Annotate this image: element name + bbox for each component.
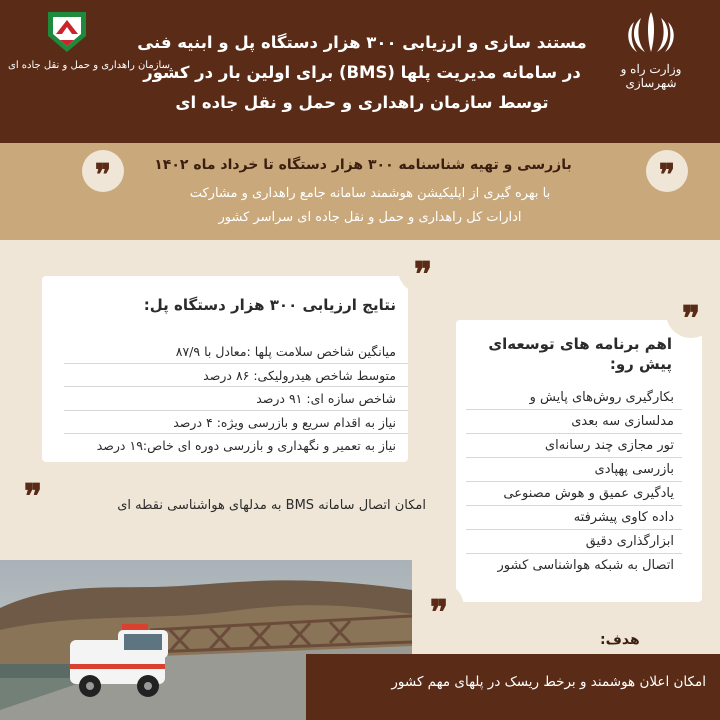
goal-label: هدف: xyxy=(600,632,640,648)
quote-program-icon: ❞ xyxy=(666,288,716,338)
ministry-logo xyxy=(596,8,706,88)
list-item: بازرسی پهپادی xyxy=(466,458,682,482)
program-title-line: پیش رو: xyxy=(609,355,672,373)
list-item: یادگیری عمیق و هوش مصنوعی xyxy=(466,482,682,506)
program-title xyxy=(488,334,672,374)
list-item: میانگین شاخص سلامت پلها :معادل با ۸۷/۹ xyxy=(64,340,408,364)
quote-left-icon: ❞ xyxy=(82,150,124,192)
program-card xyxy=(456,320,702,602)
ministry-label: وزارت راه و شهرسازی xyxy=(620,62,682,90)
rmto-emblem-icon xyxy=(44,6,90,56)
list-item: داده کاوی پیشرفته xyxy=(466,506,682,530)
quote-results-icon: ❞ xyxy=(398,244,448,294)
list-item: نیاز به اقدام سریع و بازرسی ویژه: ۴ درصد xyxy=(64,411,408,435)
bms-note: امکان اتصال سامانه BMS به مدلهای هواشناسی نقطه ای xyxy=(117,498,426,513)
results-title: نتایج ارزیابی ۳۰۰ هزار دستگاه پل: xyxy=(143,296,396,314)
results-list xyxy=(64,340,408,458)
iran-emblem-icon xyxy=(623,8,679,58)
goal-text: امکان اعلان هوشمند و برخط ریسک در پلهای مهم کشور xyxy=(391,674,706,690)
program-list xyxy=(466,386,682,578)
title-line: در سامانه مدیریت پلها (BMS) برای اولین بار در کشور xyxy=(143,63,581,82)
title-line: مستند سازی و ارزیابی ۳۰۰ هزار دستگاه پل و ابنیه فنی xyxy=(137,33,587,52)
rmto-label: سازمان راهداری و حمل و نقل جاده ای xyxy=(8,60,170,71)
list-item: ابزارگذاری دقیق xyxy=(466,530,682,554)
list-item: مدلسازی سه بعدی xyxy=(466,410,682,434)
quote-right-icon: ❞ xyxy=(646,150,688,192)
list-item: اتصال به شبکه هواشناسی کشور xyxy=(497,558,674,573)
page-title xyxy=(128,28,596,118)
program-title-line: اهم برنامه های توسعه‌ای xyxy=(488,335,672,353)
title-line: توسط سازمان راهداری و حمل و نقل جاده ای xyxy=(175,93,549,112)
list-item: بکارگیری روش‌های پایش و xyxy=(466,386,682,410)
band-subtitle-line: ادارات کل راهداری و حمل و نقل جاده ای سراسر کشور xyxy=(218,210,522,225)
list-item: شاخص سازه ای: ۹۱ درصد xyxy=(64,387,408,411)
list-item: نیاز به تعمیر و نگهداری و بازرسی دوره ای خاص:۱۹ درصد xyxy=(96,438,396,453)
band-heading: بازرسی و تهیه شناسنامه ۳۰۰ هزار دستگاه تا خرداد ماه ۱۴۰۲ xyxy=(154,157,572,173)
list-item: متوسط شاخص هیدرولیکی: ۸۶ درصد xyxy=(64,364,408,388)
quote-bms-icon: ❞ xyxy=(8,466,58,516)
band-subtitle-line: با بهره گیری از اپلیکیشن هوشمند سامانه جامع راهداری و مشارکت xyxy=(189,186,551,201)
list-item: تور مجازی چند رسانه‌ای xyxy=(466,434,682,458)
quote-goal-icon: ❞ xyxy=(414,582,464,632)
goal-box xyxy=(306,654,720,720)
band-subtitle xyxy=(150,182,590,230)
rmto-logo xyxy=(8,6,170,94)
results-card xyxy=(42,276,408,462)
header-bar xyxy=(0,0,720,143)
